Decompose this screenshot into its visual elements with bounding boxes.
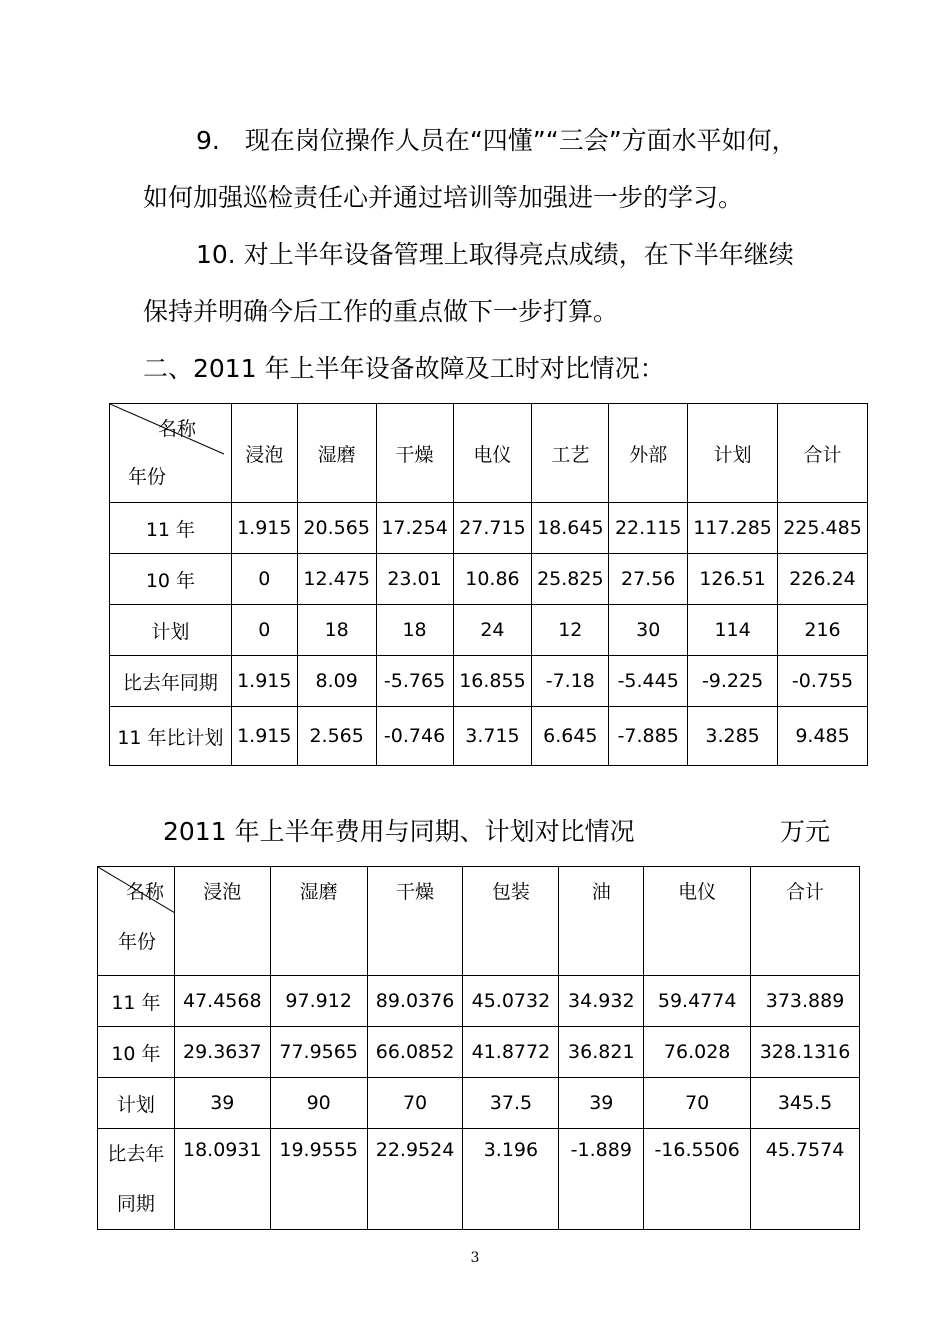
cost-comparison-table bbox=[97, 866, 860, 1230]
table-cell: 126.51 bbox=[688, 554, 778, 605]
table-cell: 18.0931 bbox=[174, 1129, 270, 1230]
table-cell: -7.885 bbox=[609, 707, 688, 766]
table-cell: 1.915 bbox=[231, 707, 297, 766]
table-cell: 17.254 bbox=[376, 503, 453, 554]
table-cell: 24 bbox=[453, 605, 532, 656]
page-number: 3 bbox=[470, 1250, 480, 1266]
paragraph-item-9-line2: 如何加强巡检责任心并通过培训等加强进一步的学习。 bbox=[143, 183, 744, 212]
table-cell: 6.645 bbox=[532, 707, 609, 766]
column-header: 计划 bbox=[688, 404, 778, 503]
table-cell: 66.0852 bbox=[367, 1027, 463, 1078]
table-cell: 18 bbox=[297, 605, 376, 656]
table-cell: 10.86 bbox=[453, 554, 532, 605]
column-header: 湿磨 bbox=[270, 867, 367, 976]
column-header: 干燥 bbox=[376, 404, 453, 503]
paragraph-item-10-line2: 保持并明确今后工作的重点做下一步打算。 bbox=[143, 297, 619, 326]
row-label: 计划 bbox=[110, 605, 232, 656]
table-cell: 12 bbox=[532, 605, 609, 656]
table-cell: 76.028 bbox=[644, 1027, 751, 1078]
table-cell: 16.855 bbox=[453, 656, 532, 707]
row-label: 计划 bbox=[98, 1078, 175, 1129]
table-row bbox=[110, 503, 868, 554]
table-cell: 70 bbox=[644, 1078, 751, 1129]
table-row bbox=[98, 976, 860, 1027]
table-cell: 45.0732 bbox=[463, 976, 559, 1027]
row-label-line2: 同期 bbox=[116, 1193, 155, 1215]
section-heading-faults: 二、2011 年上半年设备故障及工时对比情况： bbox=[143, 354, 665, 383]
table-cell: 117.285 bbox=[688, 503, 778, 554]
table-cell: 2.565 bbox=[297, 707, 376, 766]
table-cell: 8.09 bbox=[297, 656, 376, 707]
table-cell: 20.565 bbox=[297, 503, 376, 554]
table-corner-cell bbox=[110, 404, 232, 503]
table-cell: -0.746 bbox=[376, 707, 453, 766]
column-header: 工艺 bbox=[532, 404, 609, 503]
table-row bbox=[110, 605, 868, 656]
table-cell: 29.3637 bbox=[174, 1027, 270, 1078]
fault-hours-table bbox=[109, 403, 868, 766]
row-label: 11 年 bbox=[98, 976, 175, 1027]
corner-label-year: 年份 bbox=[118, 931, 157, 953]
table-cell: 41.8772 bbox=[463, 1027, 559, 1078]
table-cell: 1.915 bbox=[231, 503, 297, 554]
table-cell: 97.912 bbox=[270, 976, 367, 1027]
table-cell: 70 bbox=[367, 1078, 463, 1129]
table-cell: 0 bbox=[231, 605, 297, 656]
table-cell: -16.5506 bbox=[644, 1129, 751, 1230]
column-header: 浸泡 bbox=[231, 404, 297, 503]
table-cell: 22.115 bbox=[609, 503, 688, 554]
column-header: 电仪 bbox=[644, 867, 751, 976]
table-cell: 27.715 bbox=[453, 503, 532, 554]
table-cell: 216 bbox=[778, 605, 868, 656]
table-cell: 30 bbox=[609, 605, 688, 656]
table-corner-cell bbox=[98, 867, 175, 976]
table-row bbox=[98, 1129, 860, 1230]
unit-label: 万元 bbox=[780, 817, 831, 846]
table-cell: 37.5 bbox=[463, 1078, 559, 1129]
column-header: 干燥 bbox=[367, 867, 463, 976]
column-header: 合计 bbox=[778, 404, 868, 503]
table-cell: 226.24 bbox=[778, 554, 868, 605]
table-cell: 1.915 bbox=[231, 656, 297, 707]
table-cell: -9.225 bbox=[688, 656, 778, 707]
table-cell: -7.18 bbox=[532, 656, 609, 707]
column-header: 油 bbox=[559, 867, 644, 976]
table-row bbox=[110, 656, 868, 707]
table-cell: 328.1316 bbox=[751, 1027, 860, 1078]
column-header: 包装 bbox=[463, 867, 559, 976]
table-row bbox=[98, 1078, 860, 1129]
corner-label-name: 名称 bbox=[158, 418, 197, 440]
table-cell: 12.475 bbox=[297, 554, 376, 605]
table-cell: -5.445 bbox=[609, 656, 688, 707]
table-cell: 18.645 bbox=[532, 503, 609, 554]
table-row bbox=[110, 707, 868, 766]
row-label: 11 年比计划 bbox=[110, 707, 232, 766]
table-cell: -5.765 bbox=[376, 656, 453, 707]
table-cell: 23.01 bbox=[376, 554, 453, 605]
row-label: 10 年 bbox=[110, 554, 232, 605]
column-header: 浸泡 bbox=[174, 867, 270, 976]
table-cell: 3.715 bbox=[453, 707, 532, 766]
table-cell: 59.4774 bbox=[644, 976, 751, 1027]
table-cell: 89.0376 bbox=[367, 976, 463, 1027]
table-cell: 225.485 bbox=[778, 503, 868, 554]
row-label: 11 年 bbox=[110, 503, 232, 554]
row-label bbox=[98, 1129, 175, 1230]
table-cell: 45.7574 bbox=[751, 1129, 860, 1230]
table-row bbox=[98, 1027, 860, 1078]
table-cell: 25.825 bbox=[532, 554, 609, 605]
table-cell: 22.9524 bbox=[367, 1129, 463, 1230]
table-cell: 90 bbox=[270, 1078, 367, 1129]
table-cell: 39 bbox=[559, 1078, 644, 1129]
table-cell: 39 bbox=[174, 1078, 270, 1129]
section-heading-costs: 2011 年上半年费用与同期、计划对比情况 bbox=[163, 817, 635, 846]
table-cell: 345.5 bbox=[751, 1078, 860, 1129]
column-header: 合计 bbox=[751, 867, 860, 976]
table-cell: 27.56 bbox=[609, 554, 688, 605]
table-cell: -0.755 bbox=[778, 656, 868, 707]
table-cell: 77.9565 bbox=[270, 1027, 367, 1078]
table-cell: 19.9555 bbox=[270, 1129, 367, 1230]
paragraph-item-10-line1: 10. 对上半年设备管理上取得亮点成绩，在下半年继续 bbox=[196, 240, 794, 269]
column-header: 湿磨 bbox=[297, 404, 376, 503]
column-header: 外部 bbox=[609, 404, 688, 503]
paragraph-item-9-line1: 9. 现在岗位操作人员在“四懂”“三会”方面水平如何， bbox=[196, 126, 797, 155]
table-row bbox=[110, 554, 868, 605]
table-cell: 36.821 bbox=[559, 1027, 644, 1078]
corner-label-name: 名称 bbox=[126, 881, 165, 903]
row-label: 比去年同期 bbox=[110, 656, 232, 707]
table-cell: 18 bbox=[376, 605, 453, 656]
table-cell: -1.889 bbox=[559, 1129, 644, 1230]
table-cell: 3.285 bbox=[688, 707, 778, 766]
table-cell: 0 bbox=[231, 554, 297, 605]
table-cell: 3.196 bbox=[463, 1129, 559, 1230]
table-cell: 373.889 bbox=[751, 976, 860, 1027]
column-header: 电仪 bbox=[453, 404, 532, 503]
table-header-row bbox=[110, 404, 868, 503]
table-cell: 114 bbox=[688, 605, 778, 656]
table-header-row bbox=[98, 867, 860, 976]
row-label-line1: 比去年 bbox=[107, 1143, 165, 1165]
table-cell: 9.485 bbox=[778, 707, 868, 766]
table-cell: 34.932 bbox=[559, 976, 644, 1027]
table-cell: 47.4568 bbox=[174, 976, 270, 1027]
row-label: 10 年 bbox=[98, 1027, 175, 1078]
corner-label-year: 年份 bbox=[128, 466, 167, 488]
